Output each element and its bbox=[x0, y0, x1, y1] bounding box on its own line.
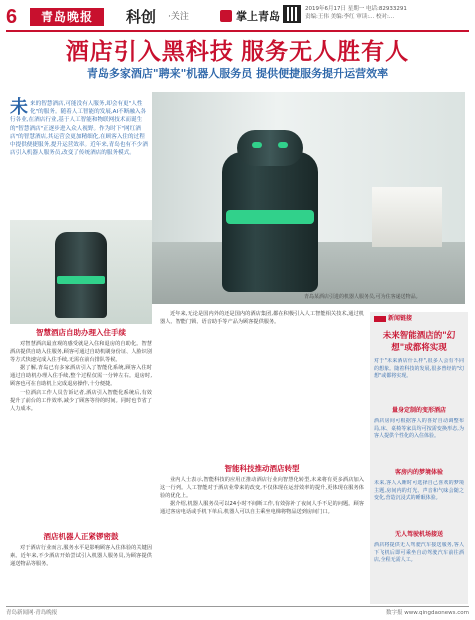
sidebar-tag: 新闻链接 bbox=[388, 315, 413, 322]
section-3-paragraph: 业内人士表示,智能科技的应用正推动酒店行业向智慧化转型,未来将有更多酒店加入这一行列。人工智能对于酒店业带来的改变,不仅体现在运营效率的提升,更体现在服务体验的优化上。 bbox=[160, 477, 364, 500]
app-logo-icon bbox=[220, 10, 232, 22]
robot-eye-left bbox=[252, 142, 262, 148]
section-head-1: 智慧酒店自助办理入住手续 bbox=[36, 328, 126, 337]
sidebar-text-2: 未来,客人入睡时可选择自己喜欢的梦境主题,房间内的灯光、声音和气味会随之变化,营造沉浸式的睡眠体验。 bbox=[374, 480, 464, 502]
section-2-paragraph: 对于酒店行业而言,服务水平是影响顾客入住体验的关键因素。近年来,不少酒店开始尝试引入机器人服务员,为顾客提供递送物品等服务。 bbox=[10, 545, 152, 568]
headline: 酒店引入黑科技 服务无人胜有人 bbox=[65, 38, 410, 64]
header-meta-line1: 2019年6月17日 星期一 电话:82933291 bbox=[305, 6, 407, 12]
sidebar-subhead-2: 客房内的梦境体验 bbox=[394, 469, 443, 476]
section-subtitle: ·关注 bbox=[168, 12, 189, 22]
section-1-paragraph: 对智慧酒店最直观的感受就是入住和退房的自助化。智慧酒店提供自助入住服务,顾客可通过自助机刷身份证、人脸识别等方式快速完成入住手续,无需在前台排队等候。 bbox=[10, 341, 152, 364]
page-number: 6 bbox=[6, 6, 18, 28]
subheadline: 青岛多家酒店"聘来"机器人服务员 提供便捷服务提升运营效率 bbox=[86, 67, 389, 80]
main-photo bbox=[152, 92, 465, 304]
section-head-2: 酒店机器人正紧锣密鼓 bbox=[43, 532, 119, 541]
sidebar-subhead-3: 无人驾驶机场接送 bbox=[394, 531, 443, 538]
middle-column-top bbox=[160, 310, 364, 460]
section-3-body bbox=[160, 476, 364, 602]
section-title: 科创 bbox=[126, 8, 157, 26]
header-meta bbox=[305, 5, 471, 21]
robot-light-band bbox=[57, 276, 105, 284]
lead-text: 来的智慧酒店,可能没有人服务,却会有更"人性化"的服务。随着人工智能的发展,AI不断融入各行各业,在酒店行业,基于人工智能和物联网技术而诞生的"智慧酒店"正逐步进入众人视野。作为时下"网红酒店"的智慧酒店,其运营会更加精细化,在顾客入住的过程中提供便捷服务,提升运营效率。近年来,青岛也有不少酒店引入机器人服务员,改变了传统酒店的服务模式。 bbox=[10, 101, 148, 157]
robot-eye-right bbox=[278, 142, 288, 148]
app-name: 掌上青岛 bbox=[236, 10, 280, 23]
section-1-paragraph: 据了解,青岛已有多家酒店引入了智能化系统,顾客入住时通过自助机办理入住手续,整个过程仅需一分钟左右。退房时,顾客也可在自助机上完成退房操作,十分便捷。 bbox=[10, 365, 152, 388]
robot-figure bbox=[55, 232, 107, 318]
lead-paragraph bbox=[10, 97, 150, 157]
page-footer bbox=[6, 606, 469, 618]
header-meta-line2: 责编:王伟 美编:李红 审读:... 校对:... bbox=[305, 14, 395, 20]
qr-code-icon bbox=[283, 5, 301, 23]
sidebar-intro: 对于"未来酒店什么样",很多人会有不同的想象。随着科技的发展,很多曾经的"幻想"或都将实现。 bbox=[374, 358, 464, 380]
section-head-3: 智能科技推动酒店转型 bbox=[224, 464, 300, 473]
footer-left: 青岛新闻网·青岛晚报 bbox=[6, 610, 58, 616]
footer-right: 数字报 www.qingdaonews.com bbox=[386, 610, 469, 616]
section-1-body bbox=[10, 340, 152, 526]
dropcap: 未 bbox=[10, 97, 28, 118]
robot-light-band bbox=[226, 210, 314, 224]
robot-head bbox=[237, 130, 303, 166]
header-divider bbox=[6, 30, 469, 32]
section-2-body bbox=[10, 544, 152, 602]
photo-caption: 青岛某酒店引进的机器人服务员,可为住客递送物品。 bbox=[304, 294, 421, 300]
section-3-paragraph: 近年来,无论是国内外的还是国内的酒店集团,都在积极引入人工智能相关技术,通过机器人、智能门锁、语音助手等产品为顾客提供服务。 bbox=[160, 311, 364, 326]
sidebar-tag-marker bbox=[374, 316, 386, 322]
paper-logo: 青岛晚报 bbox=[30, 8, 104, 26]
section-1-paragraph: 一位酒店工作人员告诉记者,酒店引入智能化系统后,有效提升了前台的工作效率,减少了顾客等待的时间。同时也节省了人力成本。 bbox=[10, 389, 152, 412]
sidebar-text-1: 酒店房间可根据客人的喜好自动调整布局,床、桌椅等家具均可按需变换形态,为客人提供个性化的入住体验。 bbox=[374, 418, 464, 440]
sidebar-text-3: 酒店将提供无人驾驶汽车接送服务,客人下飞机后即可乘坐自动驾驶汽车前往酒店,全程无需人工。 bbox=[374, 542, 464, 564]
section-3-paragraph: 据介绍,机器人服务员可以24小时不间断工作,有效弥补了夜间人手不足的问题。顾客通过客房电话或手机下单后,机器人可以自主乘坐电梯将物品送到房间门口。 bbox=[160, 501, 364, 516]
photo-counter bbox=[372, 187, 442, 247]
page-header bbox=[0, 0, 475, 34]
sidebar-title: 未来智能酒店的"幻想"或都将实现 bbox=[382, 331, 456, 353]
secondary-photo bbox=[10, 220, 152, 324]
sidebar-subhead-1: 量身定制的变形酒店 bbox=[391, 407, 446, 414]
